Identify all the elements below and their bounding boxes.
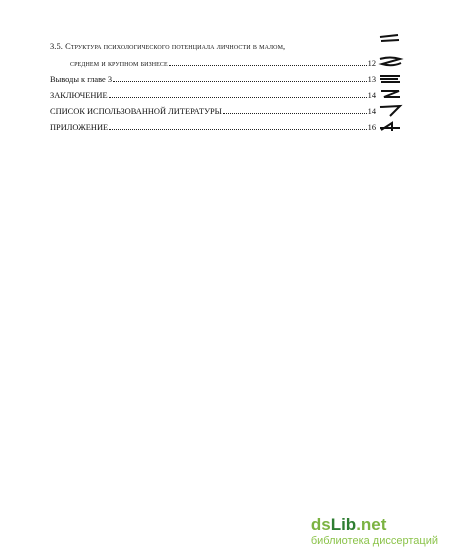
toc-entry-title: ЗАКЛЮЧЕНИЕ bbox=[50, 91, 108, 100]
toc-entry-appendix bbox=[50, 122, 376, 133]
toc-entry-bibliography bbox=[50, 106, 376, 117]
toc-entry-conclusion bbox=[50, 90, 376, 101]
dot-leader bbox=[109, 90, 367, 98]
toc-entry-title: Выводы к главе 3 bbox=[50, 75, 113, 84]
handwritten-digit-icon bbox=[378, 56, 404, 68]
toc-entry-title: среднем и крупном бизнесе bbox=[70, 59, 168, 68]
dot-leader bbox=[223, 106, 367, 114]
handwritten-digit-icon bbox=[378, 104, 404, 118]
toc-entry-page: 13 bbox=[367, 75, 376, 84]
toc-entry-title: СПИСОК ИСПОЛЬЗОВАННОЙ ЛИТЕРАТУРЫ bbox=[50, 107, 222, 116]
toc-entry-page: 14 bbox=[367, 107, 376, 116]
handwritten-digit-icon bbox=[378, 88, 404, 100]
toc-entry-page: 12 bbox=[367, 59, 376, 68]
handwritten-digit-icon bbox=[378, 121, 404, 133]
dot-leader bbox=[109, 122, 367, 130]
handwritten-digit-icon bbox=[378, 73, 404, 85]
toc-entry-3-5-line2 bbox=[70, 58, 376, 69]
dslib-watermark bbox=[311, 516, 438, 548]
dot-leader bbox=[113, 74, 367, 82]
toc-entry-chapter3-conclusions bbox=[50, 74, 376, 85]
watermark-logo: dsLib.net bbox=[310, 515, 387, 534]
toc-entry-title: ПРИЛОЖЕНИЕ bbox=[50, 123, 109, 132]
watermark-subtitle: библиотека диссертаций bbox=[310, 535, 438, 547]
toc-entry-3-5-line1 bbox=[50, 42, 376, 52]
toc-entry-page: 16 bbox=[367, 123, 376, 132]
toc-entry-page: 14 bbox=[367, 91, 376, 100]
handwritten-mark-icon bbox=[378, 33, 402, 45]
toc-entry-title: 3.5. Структура психологического потенциала личности в малом, bbox=[50, 42, 286, 51]
dot-leader bbox=[169, 58, 367, 66]
